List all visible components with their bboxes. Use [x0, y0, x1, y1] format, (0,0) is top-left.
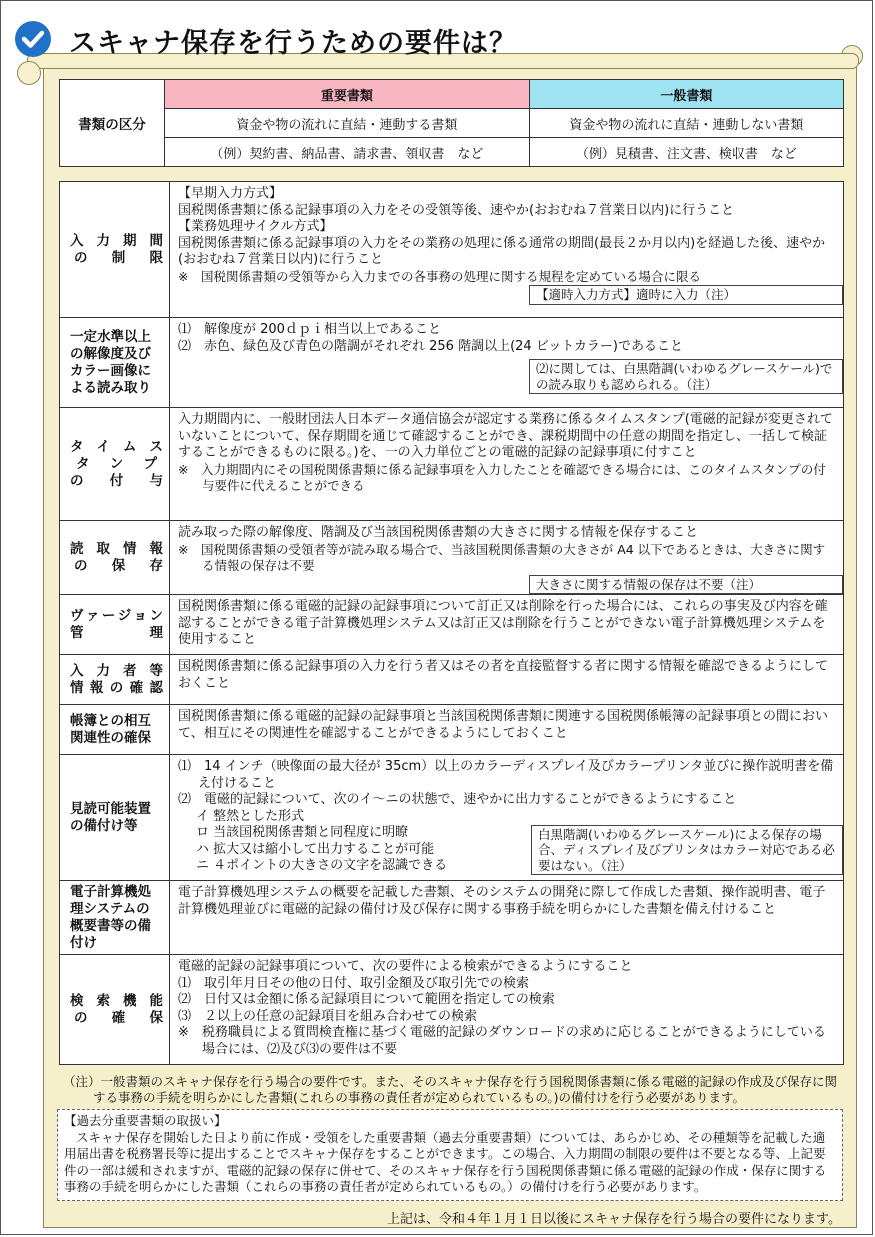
display-grayscale-box: 白黒階調(いわゆるグレースケール)による保存の場合、ディスプレイ及びプリンタはカラー対応である必要はない。（注）	[531, 825, 843, 876]
general-docs-example: （例）見積書、注文書、検収書 など	[529, 138, 843, 167]
row-read-info	[60, 521, 844, 595]
row-body-read-info	[170, 521, 844, 595]
row-label-timestamp: タイムス タンプ の付与	[60, 408, 170, 521]
row-label-input-period: 入力期間 の制限	[60, 182, 170, 318]
past-documents-box	[57, 1109, 843, 1201]
search-text: 電磁的記録の記録事項について、次の要件による検索ができるようにすること	[178, 959, 633, 974]
read-info-text: 読み取った際の解像度、階調及び当該国税関係書類の大きさに関する情報を保存すること	[178, 525, 699, 540]
page-title: スキャナ保存を行うための要件は？	[69, 28, 517, 59]
row-body-inputter: 国税関係書類に係る記録事項の入力を行う者又はその者を直接監督する者に関する情報を確認できるようにしておくこと	[170, 655, 844, 705]
title-bar	[11, 15, 851, 67]
display-cond-ro: ロ 当該国税関係書類と同程度に明瞭	[196, 825, 409, 840]
row-timestamp	[60, 408, 844, 521]
timestamp-text: 入力期間内に、一般財団法人日本データ通信協会が認定する業務に係るタイムスタンプ(電磁的記録が変更されていないことについて、保存期間を通じて確認することができ、課税期間中の任意の期間を指定し、一括して検証することができるものに限る。)を、一の入力単位ごとの電磁的記録の記録事項に付すこと	[178, 412, 833, 460]
cycle-text: 国税関係書類に係る記録事項の入力をその業務の処理に係る通常の期間(最長２か月以内)を経過した後、速やか(おおむね７営業日以内)に行うこと	[178, 235, 826, 267]
early-input-text: 国税関係書類に係る記録事項の入力をその受領等後、速やか(おおむね７営業日以内)に行うこと	[178, 202, 735, 218]
early-input-head: 【早期入力方式】	[178, 186, 283, 201]
row-label-system-doc: 電子計算機処理システムの概要書等の備付け	[60, 881, 170, 955]
resolution-item-2: ⑵ 赤色、緑色及び青色の階調がそれぞれ 256 階調以上(24 ビットカラー)であること	[178, 338, 683, 354]
row-body-resolution	[170, 318, 844, 408]
search-item-1: ⑴ 取引年月日その他の日付、取引金額及び取引先での検索	[178, 975, 530, 991]
row-version	[60, 595, 844, 655]
document-category-table	[59, 79, 844, 167]
size-info-box: 大きさに関する情報の保存は不要（注）	[529, 575, 843, 595]
row-inputter	[60, 655, 844, 705]
important-docs-desc: 資金や物の流れに直結・連動する書類	[165, 109, 530, 138]
past-documents-head: 【過去分重要書類の取扱い】	[64, 1113, 227, 1128]
important-docs-header: 重要書類	[165, 80, 530, 109]
row-ledger	[60, 705, 844, 755]
requirements-table	[59, 181, 844, 1065]
display-item-2: ⑵ 電磁的記録について、次のイ～ニの状態で、速やかに出力することができるようにすること	[178, 792, 737, 807]
important-docs-example: （例）契約書、納品書、請求書、領収書 など	[165, 138, 530, 167]
row-body-version: 国税関係書類に係る電磁的記録の記録事項について訂正又は削除を行った場合には、これらの事実及び内容を確認することができる電子計算機処理システム又は訂正又は削除を行うことができない電子計算機処理システムを使用すること	[170, 595, 844, 655]
row-input-period	[60, 182, 844, 318]
effective-date-note: 上記は、令和４年１月１日以後にスキャナ保存を行う場合の要件になります。	[387, 1212, 841, 1227]
row-label-resolution: 一定水準以上の解像度及びカラー画像による読み取り	[60, 318, 170, 408]
cycle-note: ※ 国税関係書類の受領等から入力までの各事務の処理に関する規程を定めている場合に限る	[178, 268, 701, 284]
row-label-ledger: 帳簿との相互 関連性の確保	[60, 705, 170, 755]
row-search	[60, 955, 844, 1065]
footnote: （注）一般書類のスキャナ保存を行う場合の要件です。また、そのスキャナ保存を行う国税関係書類に係る電磁的記録の作成及び保存に関する事務の手続を明らかにした書類(これらの事務の責任者が定められているもの。)の備付けを行う必要があります。	[63, 1074, 838, 1105]
cycle-head: 【業務処理サイクル方式】	[178, 219, 333, 234]
general-docs-desc: 資金や物の流れに直結・連動しない書類	[529, 109, 843, 138]
row-body-display	[170, 755, 844, 881]
row-body-input-period	[170, 182, 844, 318]
resolution-item-1: ⑴ 解像度が 200ｄｐｉ相当以上であること	[178, 322, 441, 337]
row-display	[60, 755, 844, 881]
row-body-ledger: 国税関係書類に係る電磁的記録の記録事項と当該国税関係書類に関連する国税関係帳簿の記録事項との間において、相互にその関連性を確認することができるようにしておくこと	[170, 705, 844, 755]
row-body-search	[170, 955, 844, 1065]
search-item-3: ⑶ ２以上の任意の記録項目を組み合わせての検索	[178, 1008, 478, 1024]
grayscale-box: ⑵に関しては、白黒階調(いわゆるグレースケール)での読み取りも認められる。（注）	[529, 359, 843, 394]
row-label-search: 検索機能 の確保	[60, 955, 170, 1065]
display-cond-ha: ハ 拡大又は縮小して出力することが可能	[196, 841, 435, 857]
row-body-timestamp	[170, 408, 844, 521]
row-resolution	[60, 318, 844, 408]
row-body-system-doc: 電子計算機処理システムの概要を記載した書類、そのシステムの開発に際して作成した書類、操作説明書、電子計算機処理並びに電磁的記録の備付け及び保存に関する事務手続を明らかにした書類を備え付けること	[170, 881, 844, 955]
category-label: 書類の区分	[60, 80, 165, 167]
search-note: ※ 税務職員による質問検査権に基づく電磁的記録のダウンロードの求めに応じることができるようにしている場合には、⑵及び⑶の要件は不要	[178, 1025, 826, 1057]
row-label-inputter: 入力者等 情報の確認	[60, 655, 170, 705]
row-label-version: ヴァージョン 管理	[60, 595, 170, 655]
row-label-read-info: 読取情報 の保存	[60, 521, 170, 595]
timestamp-note: ※ 入力期間内にその国税関係書類に係る記録事項を入力したことを確認できる場合には、このタイムスタンプの付与要件に代えることができる	[178, 461, 826, 493]
check-circle-icon	[15, 21, 51, 57]
display-item-1: ⑴ 14 インチ（映像面の最大径が 35cm）以上のカラーディスプレイ及びカラープリンタ並びに操作説明書を備え付けること	[178, 759, 834, 791]
general-docs-header: 一般書類	[529, 80, 843, 109]
past-documents-text: スキャナ保存を開始した日より前に作成・受領をした重要書類（過去分重要書類）については、あらかじめ、その種類等を記載した適用届出書を税務署長等に提出することでスキャナ保存をすることができます。この場合、入力期間の制限の要件は不要となる等、上記要件の一部は緩和されますが、電磁的記録の保存に併せて、そのスキャナ保存を行う国税関係書類に係る電磁的記録の作成・保存に関する事務の手続を明らかにした書類（これらの事務の責任者が定められているもの。）の備付けを行う必要があります。	[64, 1129, 827, 1194]
row-label-display: 見読可能装置の備付け等	[60, 755, 170, 881]
row-system-doc	[60, 881, 844, 955]
display-cond-ni: ニ ４ポイントの大きさの文字を認識できる	[196, 858, 448, 873]
timely-input-box: 【適時入力方式】適時に入力（注）	[529, 285, 843, 305]
search-item-2: ⑵ 日付又は金額に係る記録項目について範囲を指定しての検索	[178, 992, 555, 1007]
display-cond-i: イ 整然とした形式	[196, 808, 305, 824]
read-info-note: ※ 国税関係書類の受領者等が読み取る場合で、当該国税関係書類の大きさが A4 以下であるときは、大きさに関する情報の保存は不要	[178, 541, 826, 573]
